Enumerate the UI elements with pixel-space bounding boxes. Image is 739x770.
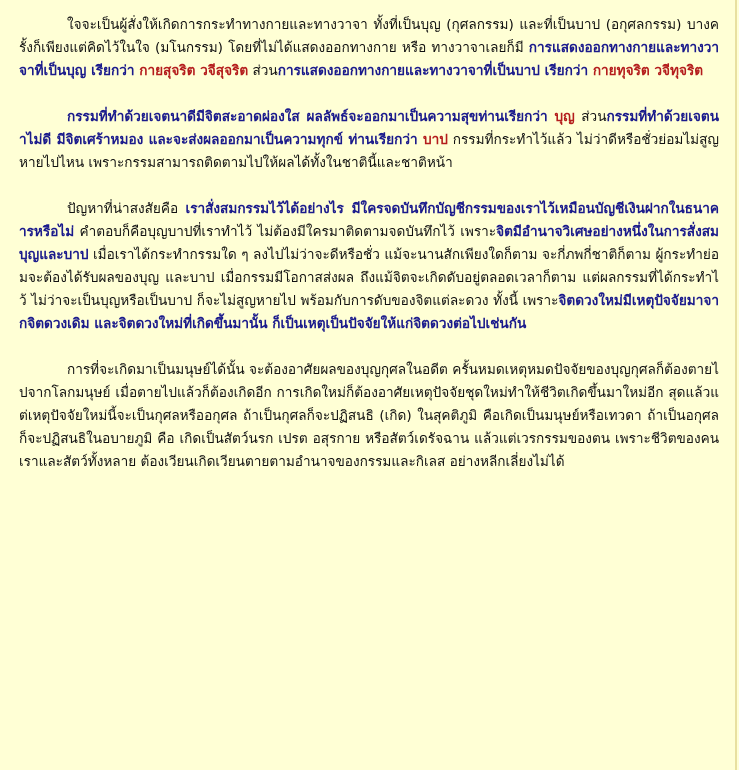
text-segment: ส่วน: [574, 109, 607, 125]
key-term: บุญ: [554, 109, 575, 125]
emphasis-text: จิตดวงใหม่มีเหตุปัจจัยมาจากจิตดวงเดิม และจิตดวงใหม่ที่เกิดขึ้นมานั้น ก็เป็นเหตุเป็นปัจจัยให้แก่จิตดวงต่อไปเช่นกัน: [19, 293, 719, 332]
key-term: กายสุจริต วจีสุจริต: [139, 63, 249, 79]
text-segment: การที่จะเกิดมาเป็นมนุษย์ได้นั้น จะต้องอาศัยผลของบุญกุศลในอดีต ครั้นหมดเหตุหมดปัจจัยของบุญกุศลก็ต้องตายไปจากโลกมนุษย์ เมื่อตายไปแล้วก็ต้องเกิดอีก การเกิดใหม่ก็ต้องอาศัยเหตุปัจจัยชุดใหม่ทำให้ชีวิตเกิดขึ้นมาใหม่อีก สุดแล้วแต่เหตุปัจจัยใหม่นี้จะเป็นกุศลหรืออกุศล ถ้าเป็นกุศลก็จะปฏิสนธิ (เกิด) ในสุคติภูมิ คือเกิดเป็นมนุษย์หรือเทวดา ถ้าเป็นอกุศลก็จะปฏิสนธิในอบายภูมิ คือ เกิดเป็นสัตว์นรก เปรต อสุรกาย หรือสัตว์เดรัจฉาน แล้วแต่เวรกรรมของตน เพราะชีวิตของคนเราและสัตว์ทั้งหลาย ต้องเวียนเกิดเวียนตายตามอำนาจของกรรมและกิเลส อย่างหลีกเลี่ยงไม่ได้: [19, 362, 719, 470]
text-segment: กรรมที่กระทำไว้แล้ว ไม่ว่าดีหรือชั่วย่อมไม่สูญหายไปไหน เพราะกรรมสามารถติดตามไปให้ผลได้ทั้งในชาตินี้และชาติหน้า: [19, 132, 719, 171]
paragraph-3: [19, 198, 719, 336]
text-segment: ใจจะเป็นผู้สั่งให้เกิดการกระทำทางกายและทางวาจา ทั้งที่เป็นบุญ (กุศลกรรม) และที่เป็นบาป (อกุศลกรรม) บางครั้งก็เพียงแต่คิดไว้ในใจ (มโนกรรม) โดยที่ไม่ได้แสดงออกทางกาย หรือ ทางวาจาเลยก็มี: [19, 17, 719, 56]
paragraph-1: [19, 14, 719, 83]
key-term: บาป: [422, 132, 448, 148]
emphasis-text: การแสดงออกทางกายและทางวาจาที่เป็นบุญ เรียกว่า: [19, 40, 719, 79]
paragraph-2: [19, 106, 719, 175]
emphasis-text: จิตมีอำนาจวิเศษอย่างหนึ่งในการสั่งสมบุญและบาป: [19, 224, 719, 263]
article-body: [19, 14, 719, 474]
text-segment: ปัญหาที่น่าสงสัยคือ: [67, 201, 186, 217]
text-segment: เมื่อเราได้กระทำกรรมใด ๆ ลงไปไม่ว่าจะดีหรือชั่ว แม้จะนานสักเพียงใดก็ตาม จะกี่ภพกี่ชาติก็ตาม ผู้กระทำย่อมจะต้องได้รับผลของบุญ และบาป เมื่อกรรมมีโอกาสส่งผล ถึงแม้จิตจะเกิดดับอยู่ตลอดเวลาก็ตาม แต่ผลกรรมที่ได้กระทำไว้ ไม่ว่าจะเป็นบุญหรือเป็นบาป ก็จะไม่สูญหายไป พร้อมกับการดับของจิตแต่ละดวง ทั้งนี้ เพราะ: [19, 247, 719, 309]
emphasis-text: กรรมที่ทำด้วยเจตนาไม่ดี มีจิตเศร้าหมอง และจะส่งผลออกมาเป็นความทุกข์ ท่านเรียกว่า: [19, 109, 719, 148]
emphasis-text: การแสดงออกทางกายและทางวาจาที่เป็นบาป เรียกว่า: [277, 63, 593, 79]
text-segment: คำตอบก็คือบุญบาปที่เราทำไว้ ไม่ต้องมีใครมาติดตามจดบันทึกไว้ เพราะ: [74, 224, 497, 240]
text-segment: ส่วน: [248, 63, 278, 79]
emphasis-text: กรรมที่ทำด้วยเจตนาดีมีจิตสะอาดผ่องใส ผลลัพธ์จะออกมาเป็นความสุขท่านเรียกว่า: [67, 109, 555, 125]
key-term: กายทุจริต วจีทุจริต: [592, 63, 704, 79]
paragraph-4: [19, 359, 719, 474]
emphasis-text: เราสั่งสมกรรมไว้ได้อย่างไร มีใครจดบันทึกบัญชีกรรมของเราไว้เหมือนบัญชีเงินฝากในธนาคารหรือไม่: [19, 201, 719, 240]
